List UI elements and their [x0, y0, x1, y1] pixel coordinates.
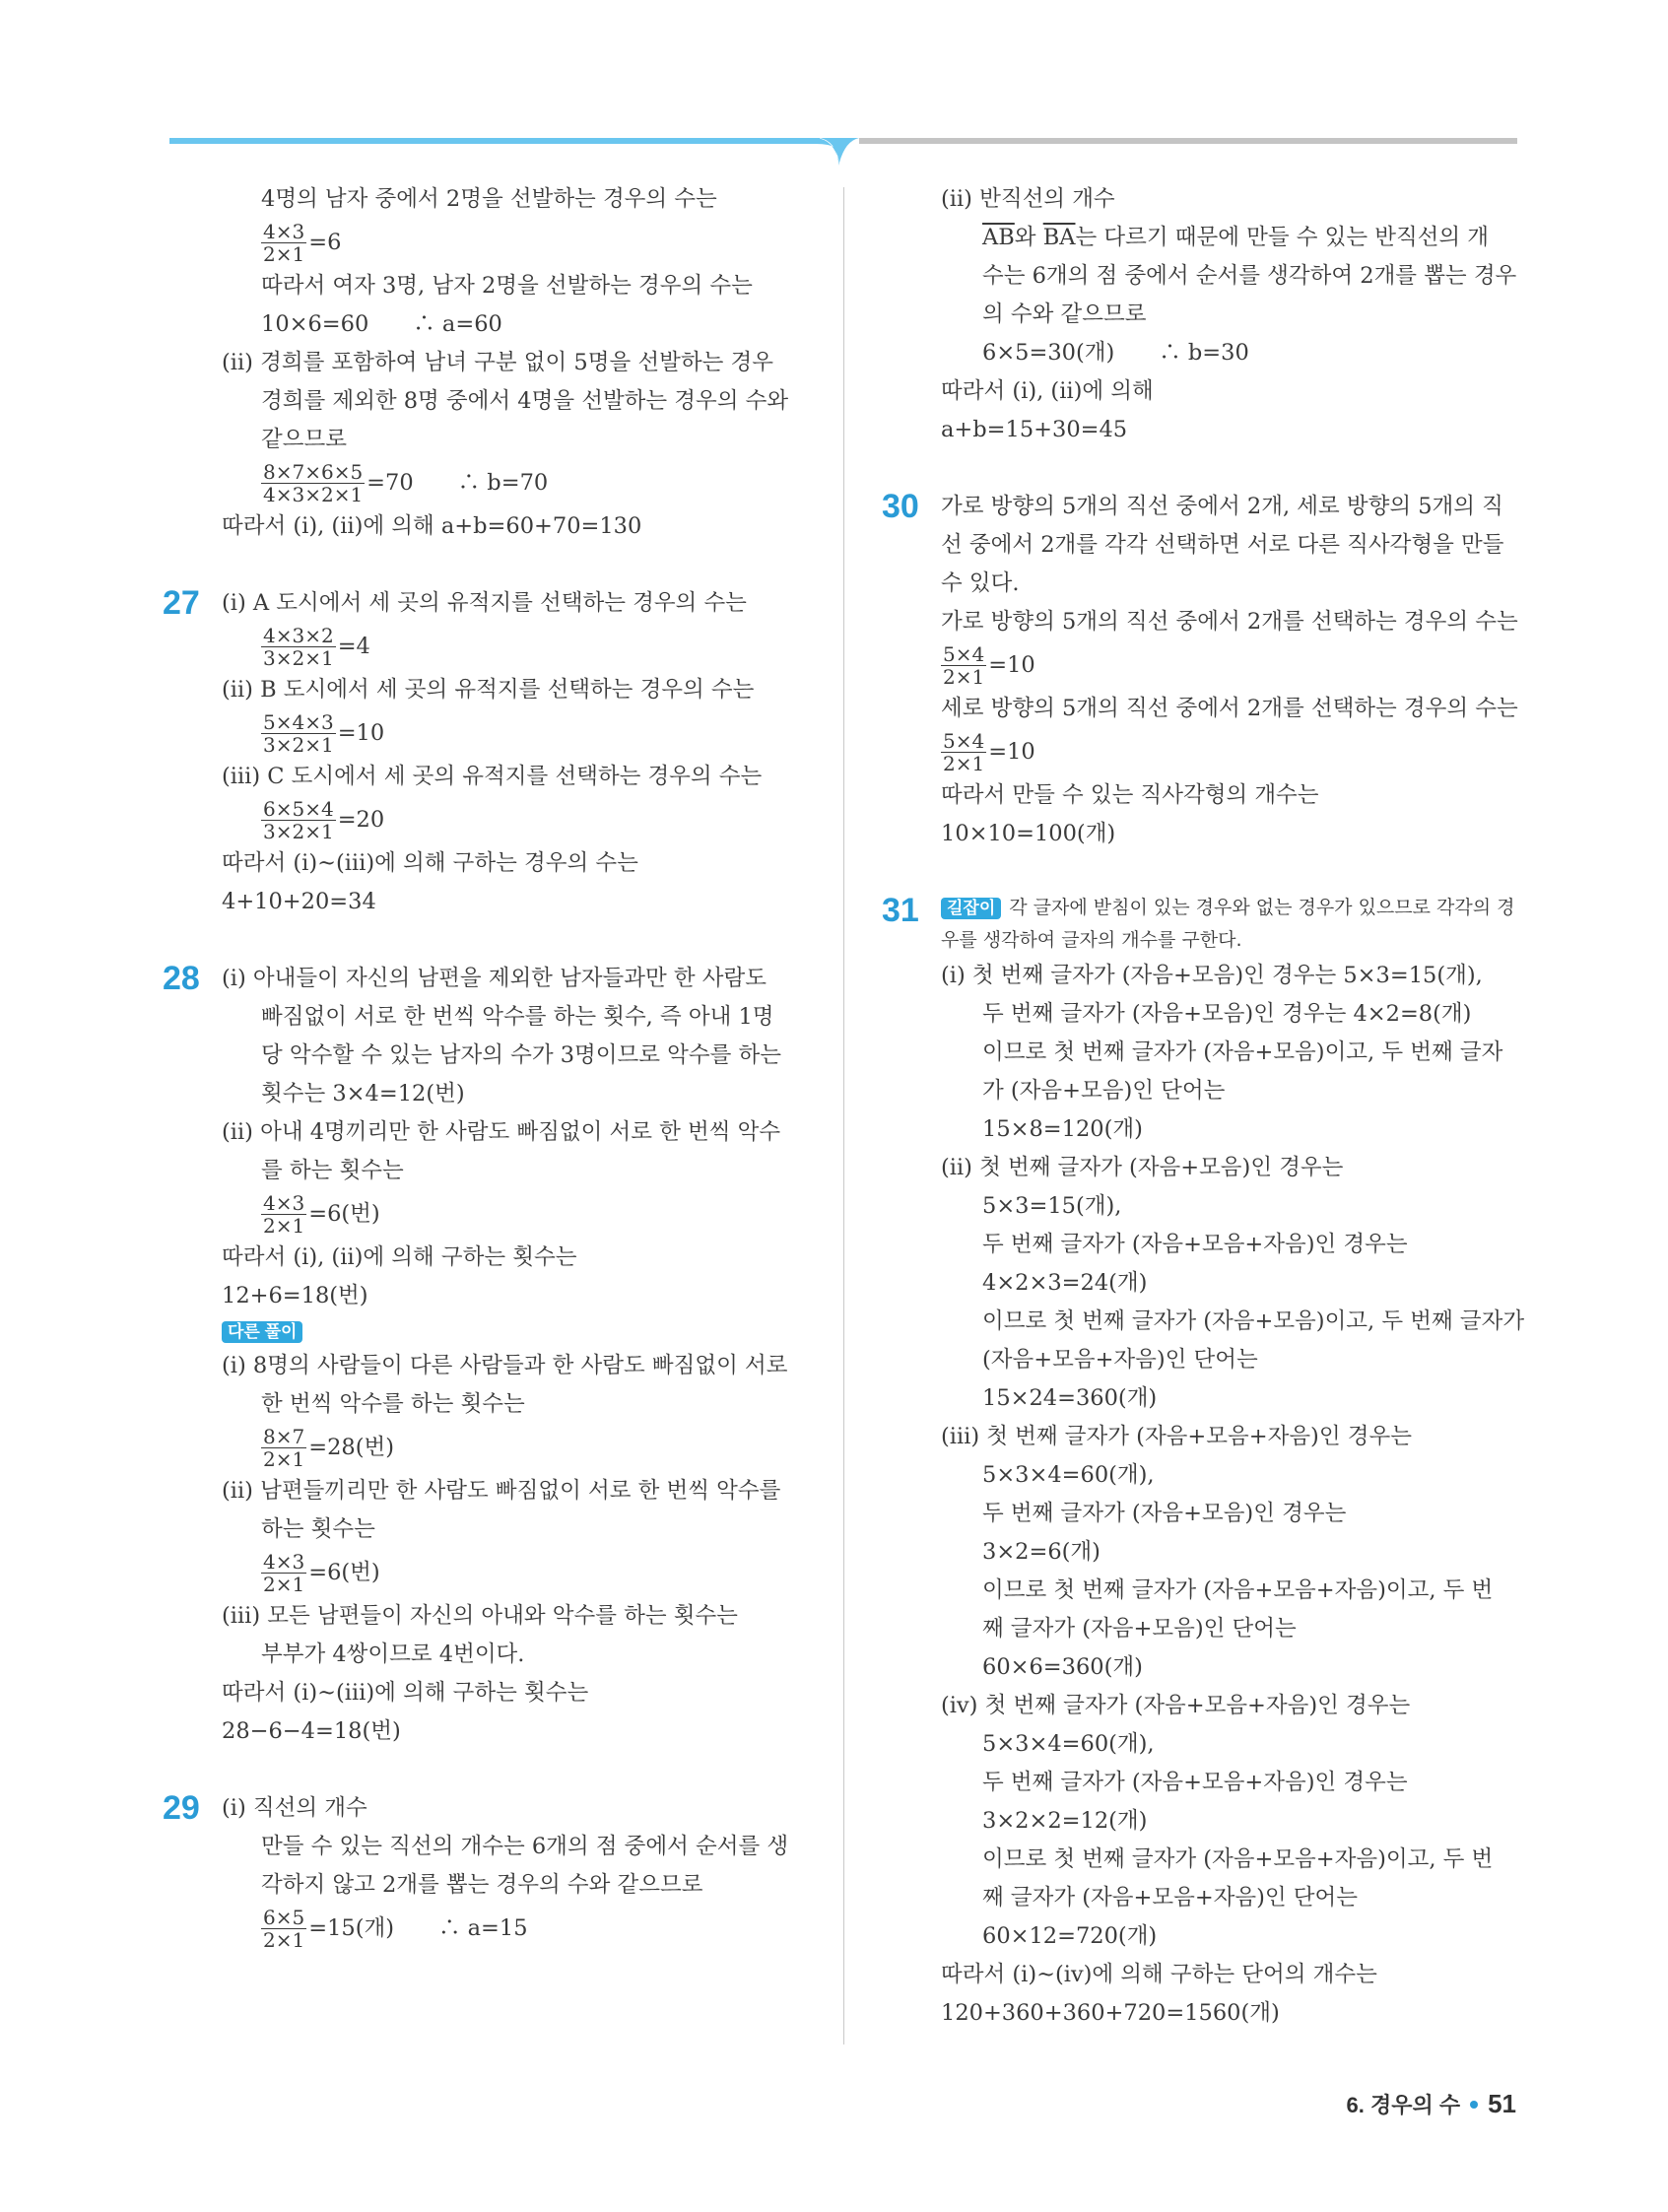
problem-number: 29	[163, 1789, 200, 1827]
text-line: 수는 6개의 점 중에서 순서를 생각하여 2개를 뽑는 경우	[982, 263, 1517, 289]
text-line	[982, 219, 1522, 257]
text-line: 60×6=360(개)	[982, 1654, 1143, 1680]
fraction	[261, 1426, 306, 1470]
alt-solution-badge: 다른 풀이	[222, 1321, 302, 1343]
text-line: 가로 방향의 5개의 직선 중에서 2개, 세로 방향의 5개의 직	[941, 494, 1503, 519]
numerator: 4×3	[263, 1550, 305, 1574]
text-line: 10×10=100(개)	[941, 821, 1116, 846]
numerator: 4×3	[263, 220, 305, 243]
problem-30	[882, 488, 1522, 853]
text-line: (ⅲ) C 도시에서 세 곳의 유적지를 선택하는 경우의 수는	[222, 764, 763, 789]
text-line: 두 번째 글자가 (자음+모음+자음)인 경우는	[982, 1232, 1408, 1257]
text-line: 가로 방향의 5개의 직선 중에서 2개를 선택하는 경우의 수는	[941, 609, 1518, 635]
text-line: 12+6=18(번)	[222, 1283, 368, 1308]
problem-number: 30	[882, 488, 919, 525]
text-line: 선 중에서 2개를 각각 선택하면 서로 다른 직사각형을 만들	[941, 532, 1504, 558]
text-line: 두 번째 글자가 (자음+모음)인 경우는	[982, 1501, 1347, 1526]
case-text: 경희를 포함하여 남녀 구분 없이 5명을 선발하는 경우	[260, 350, 773, 375]
fraction	[261, 711, 336, 756]
text-line: 경희를 제외한 8명 중에서 4명을 선발하는 경우의 수와	[261, 388, 789, 414]
text-line: 째 글자가 (자음+모음)인 단어는	[982, 1616, 1297, 1642]
text-line: 한 번씩 악수를 하는 횟수는	[261, 1391, 525, 1417]
text-line: (ⅱ) B 도시에서 세 곳의 유적지를 선택하는 경우의 수는	[222, 677, 755, 703]
text-line: 5×3=15(개),	[982, 1193, 1122, 1219]
fraction-expression	[261, 796, 811, 844]
text-line: 세로 방향의 5개의 직선 중에서 2개를 선택하는 경우의 수는	[941, 696, 1518, 721]
fraction-result: =4	[337, 634, 370, 659]
problem-number: 27	[163, 584, 200, 622]
fraction-result: =6(번)	[308, 1201, 380, 1227]
text-line: a+b=15+30=45	[941, 417, 1128, 442]
text-line: 빠짐없이 서로 한 번씩 악수를 하는 횟수, 즉 아내 1명	[261, 1004, 774, 1030]
text-line: 15×24=360(개)	[982, 1385, 1158, 1411]
fraction-result: =10	[988, 739, 1035, 765]
text-line: 따라서 여자 3명, 남자 2명을 선발하는 경우의 수는	[261, 273, 753, 299]
text-line: (ⅲ) 모든 남편들이 자신의 아내와 악수를 하는 횟수는	[222, 1603, 738, 1629]
fraction-result: =20	[337, 807, 385, 833]
text-line: 가 (자음+모음)인 단어는	[982, 1078, 1226, 1104]
text-line: 하는 횟수는	[261, 1516, 375, 1542]
header-bar-gray	[859, 138, 1517, 144]
fraction-result: =10	[988, 652, 1035, 678]
numerator: 5×4	[943, 642, 985, 666]
fraction-expression	[941, 728, 1522, 776]
text-line: 이므로 첫 번째 글자가 (자음+모음+자음)이고, 두 번	[982, 1577, 1494, 1603]
denominator: 4×3×2×1	[263, 483, 364, 506]
numerator: 6×5	[263, 1906, 305, 1929]
text-line: (ⅰ) A 도시에서 세 곳의 유적지를 선택하는 경우의 수는	[222, 590, 747, 616]
text-line: 이므로 첫 번째 글자가 (자음+모음)이고, 두 번째 글자가	[982, 1308, 1525, 1334]
fraction	[261, 461, 365, 505]
fraction-expression	[261, 1190, 811, 1239]
text-line: (ⅲ) 첫 번째 글자가 (자음+모음+자음)인 경우는	[941, 1424, 1412, 1449]
text-line: 이므로 첫 번째 글자가 (자음+모음+자음)이고, 두 번	[982, 1846, 1494, 1872]
numerator: 4×3×2	[263, 624, 334, 647]
text-line: (ⅱ) 아내 4명끼리만 한 사람도 빠짐없이 서로 한 번씩 악수	[222, 1119, 781, 1145]
fraction	[261, 1192, 306, 1237]
numerator: 4×3	[263, 1191, 305, 1215]
problem-28	[163, 960, 811, 1751]
hint-line: 우를 생각하여 글자의 개수를 구한다.	[941, 929, 1242, 951]
text-line: 6×5=30(개) ∴ b=30	[982, 340, 1249, 366]
text-line: 이므로 첫 번째 글자가 (자음+모음)이고, 두 번째 글자	[982, 1039, 1503, 1065]
problem-31	[882, 892, 1525, 2033]
text-line: 15×8=120(개)	[982, 1116, 1143, 1142]
text-line: 4×2×3=24(개)	[982, 1270, 1148, 1296]
fraction-expression	[941, 641, 1522, 690]
text-line: 28−6−4=18(번)	[222, 1718, 401, 1744]
fraction-result: =28(번)	[308, 1435, 394, 1460]
text-line: 부부가 4쌍이므로 4번이다.	[261, 1642, 525, 1667]
text-line: 60×12=720(개)	[982, 1923, 1158, 1949]
fraction	[261, 625, 336, 669]
header-bar-blue-strip	[169, 138, 820, 144]
text-line: (ⅱ) 남편들끼리만 한 사람도 빠짐없이 서로 한 번씩 악수를	[222, 1478, 781, 1504]
denominator: 3×2×1	[263, 820, 334, 843]
alt-solution-row	[222, 1315, 811, 1347]
numerator: 8×7×6×5	[263, 460, 364, 484]
problem-number: 28	[163, 960, 200, 997]
text-line	[222, 344, 811, 382]
hint-text: 각 글자에 받침이 있는 경우와 없는 경우가 있으므로 각각의 경	[1009, 897, 1515, 918]
chapter-title: 6. 경우의 수	[1346, 2093, 1461, 2117]
fraction-expression	[261, 709, 811, 758]
text-line: 따라서 (ⅰ), (ⅱ)에 의해	[941, 378, 1154, 404]
text-line: (ⅰ) 직선의 개수	[222, 1795, 367, 1821]
left-column	[163, 180, 811, 1953]
fraction	[941, 730, 986, 774]
text-fragment: 는 다르기 때문에 만들 수 있는 반직선의 개	[1075, 225, 1490, 250]
text-line: (ⅱ) 첫 번째 글자가 (자음+모음)인 경우는	[941, 1155, 1344, 1180]
header-bar	[0, 0, 1668, 177]
page-footer	[1346, 2089, 1516, 2119]
text-line: 따라서 (ⅰ), (ⅱ)에 의해 구하는 횟수는	[222, 1244, 577, 1270]
fraction	[261, 1551, 306, 1595]
text-line: 따라서 (ⅰ)~(ⅳ)에 의해 구하는 단어의 개수는	[941, 1962, 1377, 1987]
text-line: 같으므로	[261, 427, 347, 452]
text-fragment: 와	[1014, 225, 1043, 250]
text-line: 4+10+20=34	[222, 889, 376, 914]
fraction	[261, 1907, 306, 1951]
fraction-result: =6(번)	[308, 1560, 380, 1585]
right-column	[882, 180, 1525, 2033]
case-label: (ⅱ)	[222, 350, 253, 375]
text-line: 120+360+360+720=1560(개)	[941, 2000, 1280, 2026]
text-line: 각하지 않고 2개를 뽑는 경우의 수와 같으므로	[261, 1872, 703, 1898]
hint-line	[941, 892, 1522, 924]
text-line: (ⅳ) 첫 번째 글자가 (자음+모음+자음)인 경우는	[941, 1693, 1411, 1718]
fraction-expression	[261, 623, 811, 671]
fraction-result: =6	[308, 230, 342, 255]
numerator: 8×7	[263, 1425, 305, 1448]
denominator: 2×1	[263, 1573, 305, 1596]
text-line: 째 글자가 (자음+모음+자음)인 단어는	[982, 1885, 1359, 1910]
text-line: 를 하는 횟수는	[261, 1158, 404, 1183]
text-line: 두 번째 글자가 (자음+모음)인 경우는 4×2=8(개)	[982, 1001, 1472, 1027]
hint-badge: 길잡이	[941, 898, 1001, 919]
fraction-result: =70 ∴ b=70	[367, 470, 549, 496]
text-line: 4명의 남자 중에서 2명을 선발하는 경우의 수는	[261, 186, 717, 212]
text-line: 따라서 (ⅰ)~(ⅲ)에 의해 구하는 횟수는	[222, 1680, 589, 1706]
fraction-expression	[261, 1424, 811, 1472]
text-line: 만들 수 있는 직선의 개수는 6개의 점 중에서 순서를 생	[261, 1834, 789, 1859]
text-line: 당 악수할 수 있는 남자의 수가 3명이므로 악수를 하는	[261, 1042, 781, 1068]
denominator: 2×1	[943, 665, 985, 689]
text-line: 따라서 (ⅰ), (ⅱ)에 의해 a+b=60+70=130	[222, 513, 642, 539]
bullet-dot-icon	[1470, 2101, 1478, 2109]
text-line: (자음+모음+자음)인 단어는	[982, 1347, 1258, 1373]
denominator: 2×1	[943, 752, 985, 775]
text-line: (ⅰ) 첫 번째 글자가 (자음+모음)인 경우는 5×3=15(개),	[941, 963, 1483, 988]
denominator: 3×2×1	[263, 733, 334, 757]
denominator: 3×2×1	[263, 646, 334, 670]
text-line: (ⅱ) 반직선의 개수	[941, 186, 1115, 212]
text-line: 3×2=6(개)	[982, 1539, 1101, 1565]
text-line: 따라서 만들 수 있는 직사각형의 개수는	[941, 782, 1319, 808]
text-line: (ⅰ) 8명의 사람들이 다른 사람들과 한 사람도 빠짐없이 서로	[222, 1353, 788, 1378]
column-divider	[843, 187, 844, 2044]
text-line: 의 수와 같으므로	[982, 302, 1147, 327]
ray-ab: $\overline{AB}$	[982, 225, 1015, 250]
numerator: 5×4×3	[263, 710, 334, 734]
fraction-expression	[261, 219, 811, 267]
text-line: 수 있다.	[941, 570, 1020, 596]
fraction-result: =10	[337, 720, 385, 746]
page-number: 51	[1488, 2089, 1516, 2118]
text-line: 횟수는 3×4=12(번)	[261, 1081, 465, 1106]
fraction-expression	[261, 459, 811, 507]
fraction	[261, 221, 306, 265]
text-line: 두 번째 글자가 (자음+모음+자음)인 경우는	[982, 1770, 1408, 1795]
problem-number: 31	[882, 892, 919, 929]
denominator: 2×1	[263, 1214, 305, 1238]
ray-ba: $\overline{BA}$	[1042, 225, 1076, 250]
text-line: (ⅰ) 아내들이 자신의 남편을 제외한 남자들과만 한 사람도	[222, 966, 767, 991]
problem-27	[163, 584, 811, 921]
text-line: 따라서 (ⅰ)~(ⅲ)에 의해 구하는 경우의 수는	[222, 850, 638, 876]
text-line: 5×3×4=60(개),	[982, 1731, 1155, 1757]
denominator: 2×1	[263, 1447, 305, 1471]
fraction-result: =15(개) ∴ a=15	[308, 1915, 528, 1941]
fraction-expression	[261, 1905, 811, 1953]
text-line: 10×6=60 ∴ a=60	[261, 311, 502, 337]
fraction	[261, 798, 336, 842]
problem-29	[163, 1789, 811, 1953]
text-line: 3×2×2=12(개)	[982, 1808, 1148, 1834]
denominator: 2×1	[263, 242, 305, 266]
fraction	[941, 643, 986, 688]
denominator: 2×1	[263, 1928, 305, 1952]
numerator: 6×5×4	[263, 797, 334, 821]
fraction-expression	[261, 1549, 811, 1597]
numerator: 5×4	[943, 729, 985, 753]
text-line: 5×3×4=60(개),	[982, 1462, 1155, 1488]
